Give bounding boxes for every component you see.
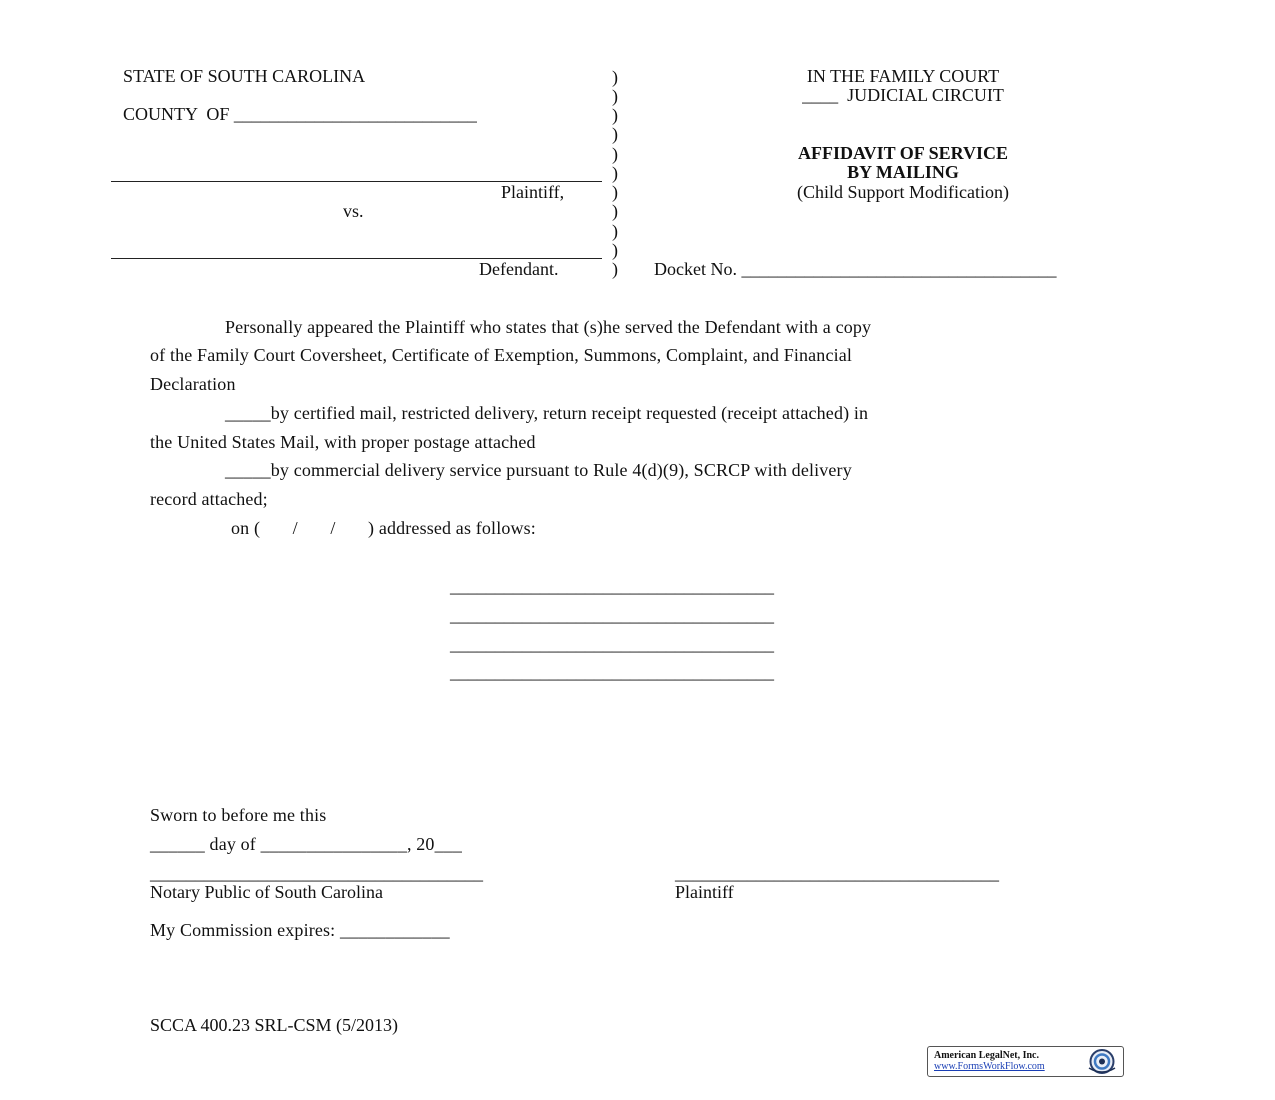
address-line: ____________________________________ xyxy=(450,634,774,654)
certified-mail-option: the United States Mail, with proper postage attached xyxy=(150,432,536,452)
sworn-statement: Sworn to before me this xyxy=(150,805,327,825)
caption-paren: ) xyxy=(612,67,618,87)
caption-paren: ) xyxy=(612,221,618,241)
notary-label: Notary Public of South Carolina xyxy=(150,882,383,902)
caption-paren: ) xyxy=(612,105,618,125)
judicial-circuit: ____ JUDICIAL CIRCUIT xyxy=(802,85,1004,105)
affidavit-paragraph: Personally appeared the Plaintiff who states that (s)he served the Defendant with a copy xyxy=(225,317,872,337)
certified-mail-option: _____by certified mail, restricted delivery, return receipt requested (receipt attached) in xyxy=(225,403,869,423)
plaintiff-signature-line: ____________________________________ xyxy=(675,863,999,883)
caption-paren: ) xyxy=(612,201,618,221)
publisher-name: American LegalNet, Inc. xyxy=(934,1050,1039,1061)
publisher-logo xyxy=(927,1046,1124,1077)
notary-signature-line: _____________________________________ xyxy=(150,863,483,883)
county-field: COUNTY OF ___________________________ xyxy=(123,104,477,124)
commercial-delivery-option: record attached; xyxy=(150,489,268,509)
caption-paren: ) xyxy=(612,259,618,279)
sworn-date-line: ______ day of ________________, 20___ xyxy=(150,834,463,854)
affidavit-paragraph: Declaration xyxy=(150,374,236,394)
versus-label: vs. xyxy=(343,201,364,221)
commission-expiry-line: My Commission expires: ____________ xyxy=(150,920,450,940)
plaintiff-label: Plaintiff, xyxy=(501,182,565,202)
caption-paren: ) xyxy=(612,163,618,183)
commercial-delivery-option: _____by commercial delivery service pursuant to Rule 4(d)(9), SCRCP with delivery xyxy=(225,460,852,480)
form-title-line2: BY MAILING xyxy=(847,162,959,182)
plaintiff-signature-label: Plaintiff xyxy=(675,882,734,902)
caption-paren: ) xyxy=(612,86,618,106)
docket-number-field: Docket No. ___________________________________ xyxy=(654,259,1057,279)
form-title: AFFIDAVIT OF SERVICE xyxy=(797,143,1009,163)
form-id: SCCA 400.23 SRL-CSM (5/2013) xyxy=(150,1015,399,1035)
form-subtitle: (Child Support Modification) xyxy=(797,182,1009,202)
caption-paren: ) xyxy=(612,182,618,202)
defendant-label: Defendant. xyxy=(479,259,559,279)
state-heading: STATE OF SOUTH CAROLINA xyxy=(123,66,366,86)
mailing-date-line: on ( / / ) addressed as follows: xyxy=(231,518,536,538)
affidavit-paragraph: of the Family Court Coversheet, Certificate of Exemption, Summons, Complaint, and Financial xyxy=(150,345,853,365)
address-line: ____________________________________ xyxy=(450,576,774,596)
caption-paren: ) xyxy=(612,144,618,164)
publisher-url: www.FormsWorkFlow.com xyxy=(934,1061,1045,1072)
address-line: ____________________________________ xyxy=(450,605,774,625)
address-line: ____________________________________ xyxy=(450,662,774,682)
court-heading: IN THE FAMILY COURT xyxy=(806,66,1000,86)
caption-paren: ) xyxy=(612,240,618,260)
globe-icon xyxy=(1084,1048,1120,1075)
caption-paren: ) xyxy=(612,124,618,144)
